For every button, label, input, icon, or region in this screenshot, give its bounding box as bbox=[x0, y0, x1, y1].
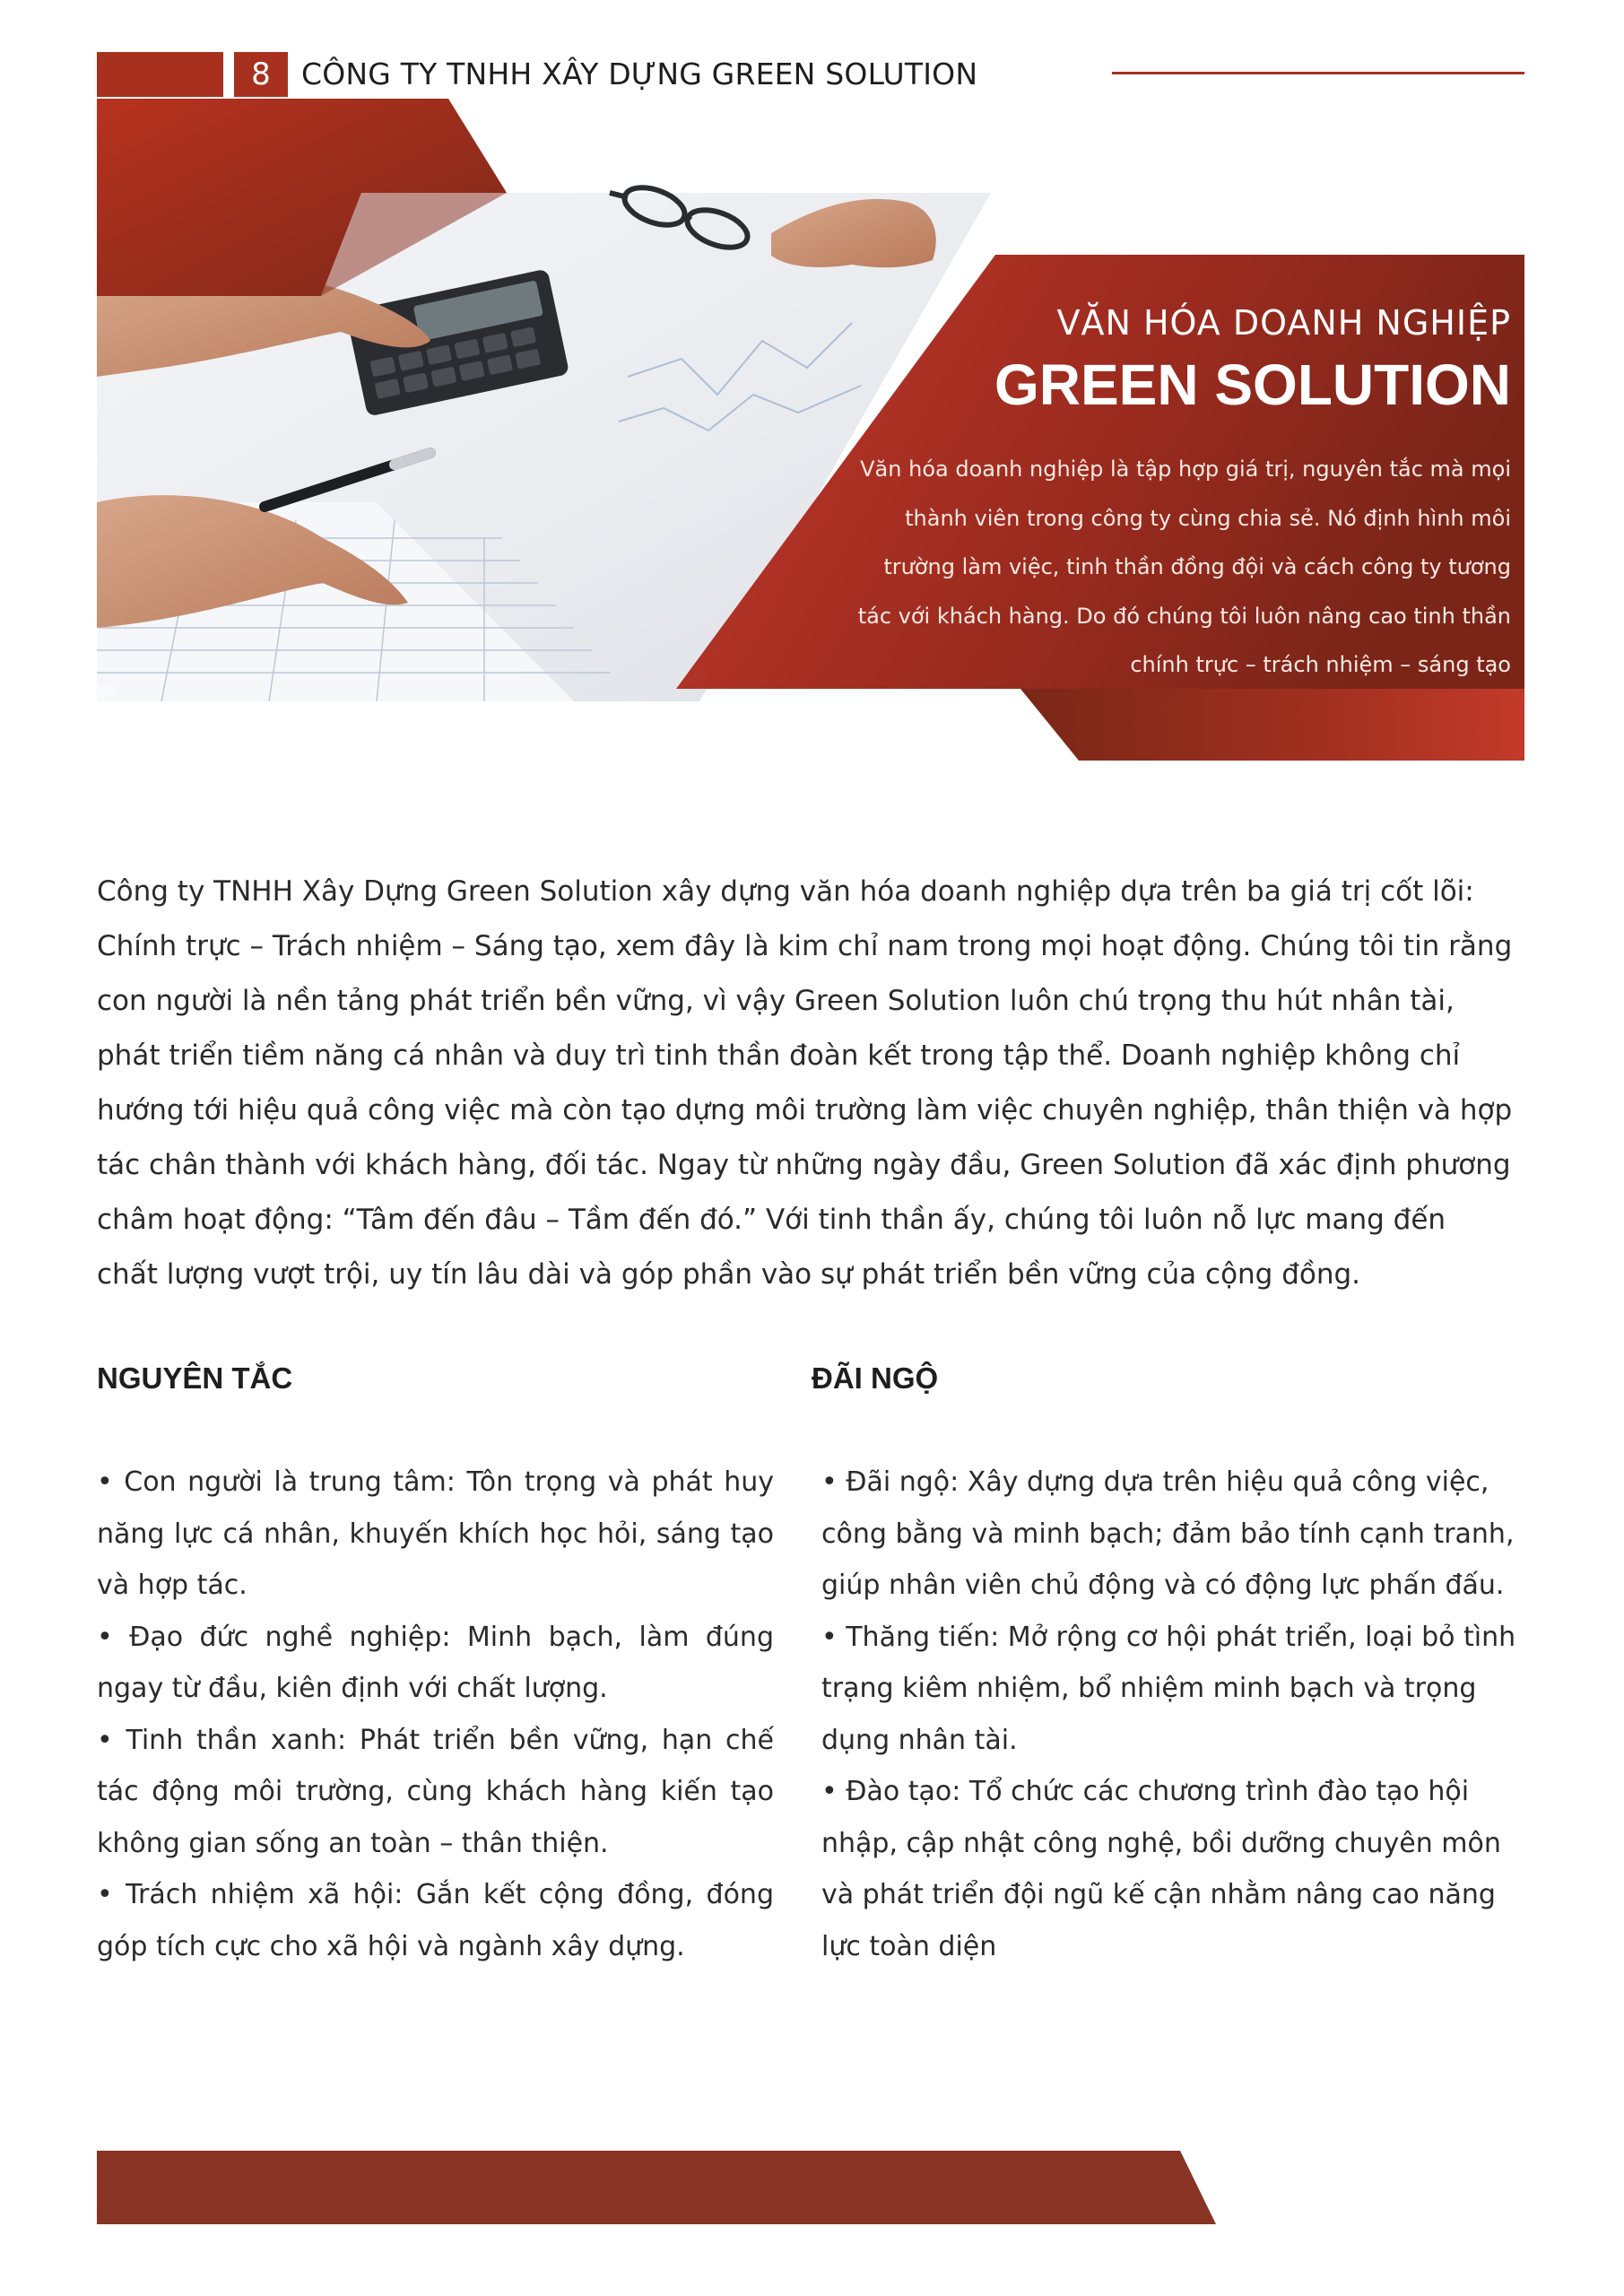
accent-bar-bottom bbox=[1020, 689, 1524, 761]
hero-description-line: thành viên trong công ty cùng chia sẻ. Nó định hình môi bbox=[905, 505, 1511, 531]
principles-list bbox=[97, 1457, 774, 1972]
benefits-list bbox=[821, 1457, 1530, 1972]
principle-item: • Con người là trung tâm: Tôn trọng và phát huy năng lực cá nhân, khuyến khích học hỏi, sáng tạo và hợp tác. bbox=[97, 1466, 774, 1601]
hero-description-line: trường làm việc, tinh thần đồng đội và cách công ty tương bbox=[883, 554, 1511, 579]
footer-shape bbox=[97, 2151, 1216, 2224]
benefit-item: • Thăng tiến: Mở rộng cơ hội phát triển, loại bỏ tình trạng kiêm nhiệm, bổ nhiệm minh bạch và trọng dụng nhân tài. bbox=[821, 1621, 1516, 1756]
benefit-item: • Đãi ngộ: Xây dựng dựa trên hiệu quả công việc, công bằng và minh bạch; đảm bảo tính cạnh tranh, giúp nhân viên chủ động và có động lực phấn đấu. bbox=[821, 1466, 1515, 1601]
footer-bar bbox=[0, 2144, 1624, 2233]
hero-title: VĂN HÓA DOANH NGHIỆP bbox=[1056, 303, 1511, 343]
hero-description-line: Văn hóa doanh nghiệp là tập hợp giá trị, nguyên tắc mà mọi bbox=[860, 457, 1511, 482]
hero-description-line: tác với khách hàng. Do đó chúng tôi luôn nâng cao tinh thần bbox=[857, 603, 1511, 629]
benefits-heading: ĐÃI NGỘ bbox=[812, 1361, 939, 1395]
principle-item: • Trách nhiệm xã hội: Gắn kết cộng đồng, đóng góp tích cực cho xã hội và ngành xây dựng. bbox=[97, 1879, 774, 1962]
benefit-item: • Đào tạo: Tổ chức các chương trình đào tạo hội nhập, cập nhật công nghệ, bồi dưỡng chuyên môn và phát triển đội ngũ kế cận nhằm nâng cao năng lực toàn diện bbox=[821, 1776, 1501, 1962]
principle-item: • Đạo đức nghề nghiệp: Minh bạch, làm đúng ngay từ đầu, kiên định với chất lượng. bbox=[97, 1621, 774, 1704]
page-number: 8 bbox=[234, 52, 288, 97]
intro-paragraph: Công ty TNHH Xây Dựng Green Solution xây dựng văn hóa doanh nghiệp dựa trên ba giá trị cốt lõi: Chính trực – Trách nhiệm – Sáng tạo, xem đây là kim chỉ nam trong mọi hoạt động. Chúng tôi tin rằng con người là nền tảng phát triển bền vững, vì vậy Green Solution luôn chú trọng thu hút nhân tài, phát triển tiềm năng cá nhân và duy trì tinh thần đoàn kết trong tập thể. Doanh nghiệp không chỉ hướng tới hiệu quả công việc mà còn tạo dựng môi trường làm việc chuyên nghiệp, thân thiện và hợp tác chân thành với khách hàng, đối tác. Ngay từ những ngày đầu, Green Solution đã xác định phương châm hoạt động: “Tâm đến đâu – Tầm đến đó.” Với tinh thần ấy, chúng tôi luôn nỗ lực mang đến chất lượng vượt trội, uy tín lâu dài và góp phần vào sự phát triển bền vững của cộng đồng. bbox=[97, 875, 1513, 1291]
hero-subtitle: GREEN SOLUTION bbox=[994, 352, 1511, 417]
principle-item: • Tinh thần xanh: Phát triển bền vững, hạn chế tác động môi trường, cùng khách hàng kiến tạo không gian sống an toàn – thân thiện. bbox=[97, 1724, 774, 1859]
header-company-name: CÔNG TY TNHH XÂY DỰNG GREEN SOLUTION bbox=[301, 57, 978, 91]
hero-description bbox=[829, 445, 1511, 690]
hero-description-line: chính trực – trách nhiệm – sáng tạo bbox=[1130, 652, 1511, 677]
principles-heading: NGUYÊN TẮC bbox=[97, 1361, 293, 1395]
